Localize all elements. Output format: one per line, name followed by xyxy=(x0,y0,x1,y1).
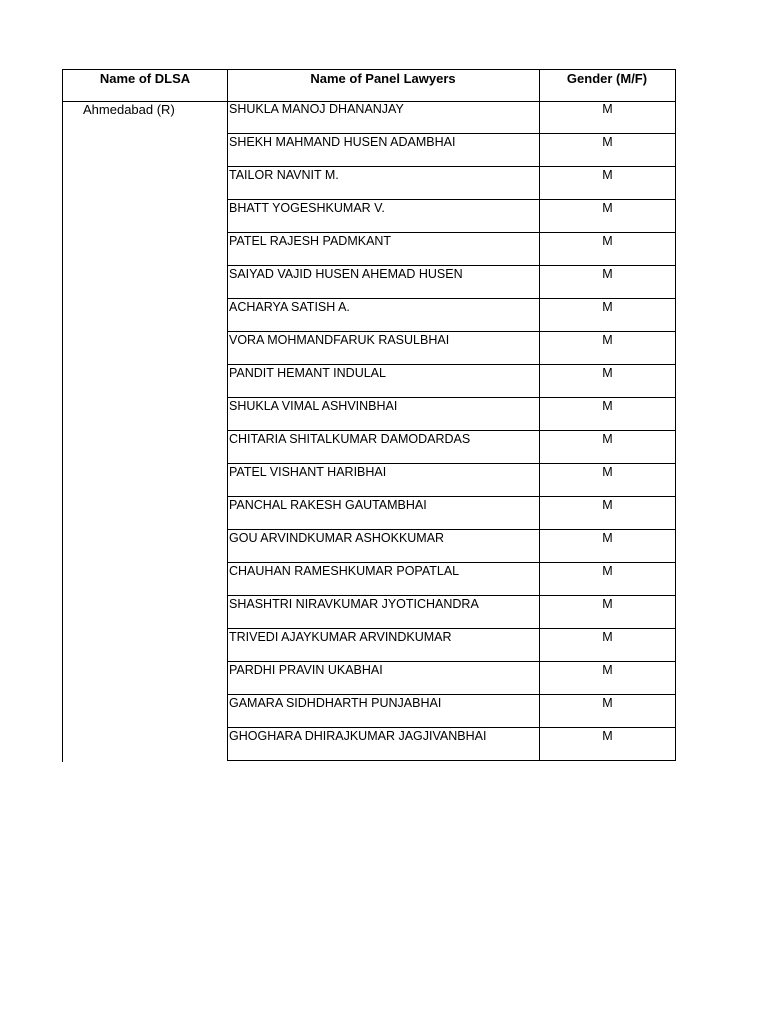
lawyer-gender: M xyxy=(540,563,676,596)
lawyer-name: PANDIT HEMANT INDULAL xyxy=(227,365,540,398)
header-dlsa xyxy=(62,69,228,102)
lawyer-name: GOU ARVINDKUMAR ASHOKKUMAR xyxy=(227,530,540,563)
lawyer-name: VORA MOHMANDFARUK RASULBHAI xyxy=(227,332,540,365)
lawyer-name: PARDHI PRAVIN UKABHAI xyxy=(227,662,540,695)
lawyer-name: PANCHAL RAKESH GAUTAMBHAI xyxy=(227,497,540,530)
table-row xyxy=(227,563,676,596)
lawyer-name: TAILOR NAVNIT M. xyxy=(227,167,540,200)
table-row xyxy=(227,233,676,266)
lawyer-name: SHASHTRI NIRAVKUMAR JYOTICHANDRA xyxy=(227,596,540,629)
lawyer-name: TRIVEDI AJAYKUMAR ARVINDKUMAR xyxy=(227,629,540,662)
lawyer-name: BHATT YOGESHKUMAR V. xyxy=(227,200,540,233)
lawyer-gender: M xyxy=(540,332,676,365)
table-row xyxy=(227,134,676,167)
lawyer-name: SHUKLA MANOJ DHANANJAY xyxy=(227,101,540,134)
table-row xyxy=(227,101,676,134)
lawyer-name: GHOGHARA DHIRAJKUMAR JAGJIVANBHAI xyxy=(227,728,540,761)
lawyer-gender: M xyxy=(540,662,676,695)
table-row xyxy=(227,167,676,200)
lawyer-gender: M xyxy=(540,431,676,464)
lawyer-gender: M xyxy=(540,266,676,299)
lawyer-gender: M xyxy=(540,497,676,530)
header-panel-lawyers xyxy=(227,69,540,102)
lawyer-name: GAMARA SIDHDHARTH PUNJABHAI xyxy=(227,695,540,728)
lawyer-gender: M xyxy=(540,728,676,761)
dlsa-column xyxy=(62,101,228,762)
table-row xyxy=(227,398,676,431)
table-row xyxy=(227,728,676,761)
header-panel-lawyers-label: Name of Panel Lawyers xyxy=(310,71,456,86)
lawyer-gender: M xyxy=(540,134,676,167)
lawyer-gender: M xyxy=(540,200,676,233)
table-row xyxy=(227,266,676,299)
table-row xyxy=(227,299,676,332)
lawyer-gender: M xyxy=(540,596,676,629)
lawyer-gender: M xyxy=(540,464,676,497)
lawyer-gender: M xyxy=(540,365,676,398)
lawyer-gender: M xyxy=(540,167,676,200)
header-gender xyxy=(539,69,676,102)
lawyer-gender: M xyxy=(540,530,676,563)
header-dlsa-label: Name of DLSA xyxy=(99,71,191,86)
lawyer-gender: M xyxy=(540,233,676,266)
lawyer-gender: M xyxy=(540,695,676,728)
lawyer-gender: M xyxy=(540,299,676,332)
lawyer-gender: M xyxy=(540,629,676,662)
lawyer-name: SHUKLA VIMAL ASHVINBHAI xyxy=(227,398,540,431)
table-row xyxy=(227,662,676,695)
table-row xyxy=(227,497,676,530)
lawyer-rows xyxy=(227,101,676,761)
lawyer-name: CHITARIA SHITALKUMAR DAMODARDAS xyxy=(227,431,540,464)
table-row xyxy=(227,530,676,563)
lawyer-name: ACHARYA SATISH A. xyxy=(227,299,540,332)
dlsa-name: Ahmedabad (R) xyxy=(83,102,175,117)
table-row xyxy=(227,629,676,662)
lawyer-gender: M xyxy=(540,398,676,431)
lawyer-name: SHEKH MAHMAND HUSEN ADAMBHAI xyxy=(227,134,540,167)
header-gender-label: Gender (M/F) xyxy=(566,71,648,86)
lawyer-gender: M xyxy=(540,101,676,134)
table-row xyxy=(227,596,676,629)
lawyer-name: CHAUHAN RAMESHKUMAR POPATLAL xyxy=(227,563,540,596)
table-row xyxy=(227,332,676,365)
lawyer-name: SAIYAD VAJID HUSEN AHEMAD HUSEN xyxy=(227,266,540,299)
lawyer-name: PATEL RAJESH PADMKANT xyxy=(227,233,540,266)
table-row xyxy=(227,200,676,233)
table-row xyxy=(227,695,676,728)
lawyer-name: PATEL VISHANT HARIBHAI xyxy=(227,464,540,497)
table-row xyxy=(227,365,676,398)
table-row xyxy=(227,464,676,497)
table-row xyxy=(227,431,676,464)
